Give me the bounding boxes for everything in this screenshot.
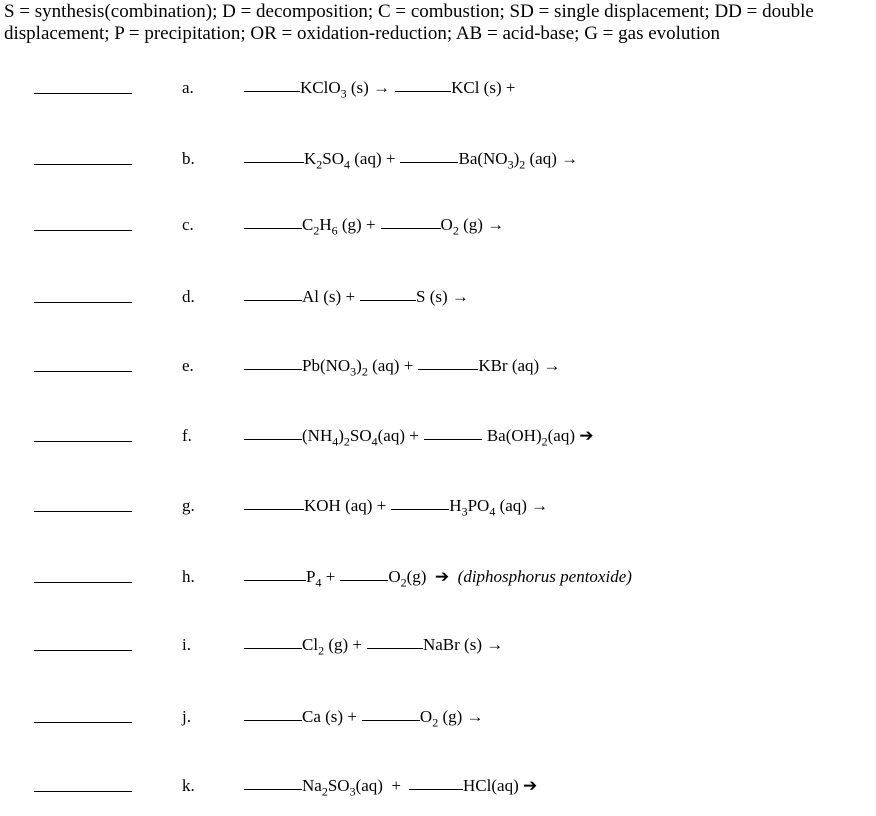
equation [244, 567, 632, 590]
product: KCl (s) + [451, 78, 516, 97]
reaction-type-blank[interactable] [34, 164, 132, 165]
coefficient-blank[interactable] [424, 439, 482, 440]
coefficient-blank[interactable] [244, 648, 302, 649]
coefficient-blank[interactable] [395, 91, 451, 92]
coefficient-blank[interactable] [244, 720, 302, 721]
reactant: KClO$_3$ (s) → [300, 78, 391, 101]
equation [244, 215, 505, 238]
item-letter: i. [182, 635, 191, 654]
reactant: $Na_2SO_3(aq)$ + [302, 776, 402, 799]
equation [244, 356, 561, 379]
reaction-row-c [0, 213, 876, 241]
coefficient-blank[interactable] [244, 789, 302, 790]
reactant: $H_3PO_4$ (aq) → [449, 496, 549, 519]
reaction-type-blank[interactable] [34, 441, 132, 442]
coefficient-blank[interactable] [360, 300, 416, 301]
coefficient-blank[interactable] [244, 162, 304, 163]
reaction-row-b [0, 147, 876, 175]
reactant: S (s) → [416, 287, 469, 306]
reactant: KBr (aq) → [478, 356, 561, 375]
item-letter: e. [182, 356, 194, 375]
coefficient-blank[interactable] [244, 369, 302, 370]
coefficient-blank[interactable] [367, 648, 423, 649]
reactant: $O_2(g)$ ➔ (diphosphorus pentoxide) [388, 567, 632, 590]
equation [244, 149, 579, 172]
reactant: $K_2SO_4$ (aq) + [304, 149, 396, 172]
reactant: KOH (aq) + [304, 496, 387, 515]
coefficient-blank[interactable] [244, 91, 300, 92]
equation [244, 496, 549, 519]
coefficient-blank[interactable] [409, 789, 463, 790]
reaction-type-blank[interactable] [34, 791, 132, 792]
equation [244, 635, 504, 658]
reaction-type-blank[interactable] [34, 511, 132, 512]
reactant: $Ba(OH)_2(aq)$ ➔ [486, 426, 594, 449]
equation [244, 287, 469, 307]
coefficient-blank[interactable] [340, 580, 388, 581]
reaction-type-blank[interactable] [34, 650, 132, 651]
reaction-type-blank[interactable] [34, 582, 132, 583]
reaction-type-blank[interactable] [34, 230, 132, 231]
coefficient-blank[interactable] [244, 580, 306, 581]
reactant: $P_4$ + [306, 567, 336, 590]
reaction-type-blank[interactable] [34, 722, 132, 723]
reaction-row-f [0, 424, 876, 452]
reaction-type-blank[interactable] [34, 302, 132, 303]
equation [244, 78, 516, 101]
equation [244, 426, 594, 449]
reactant: $C_2H_6$ (g) + [302, 215, 376, 238]
reaction-type-blank[interactable] [34, 93, 132, 94]
item-letter: f. [182, 426, 192, 445]
reactant: $(NH_4)_2SO_4(aq)$ + [302, 426, 419, 449]
legend-line-1: S = synthesis(combination); D = decomposition; C = combustion; SD = single displacement; DD = double [4, 1, 814, 22]
item-letter: a. [182, 78, 194, 97]
reaction-row-i [0, 633, 876, 661]
equation [244, 707, 484, 730]
legend-line-2: displacement; P = precipitation; OR = oxidation-reduction; AB = acid-base; G = gas evolution [4, 23, 720, 44]
coefficient-blank[interactable] [400, 162, 458, 163]
reactant: Ca (s) + [302, 707, 357, 726]
reaction-row-a [0, 76, 876, 104]
reaction-row-g [0, 494, 876, 522]
reactant: $O_2$ (g) → [419, 707, 484, 730]
product-name: (diphosphorus pentoxide) [457, 567, 632, 586]
reaction-type-legend [4, 1, 870, 45]
reaction-row-j [0, 705, 876, 733]
reaction-type-blank[interactable] [34, 371, 132, 372]
reactant: NaBr (s) → [422, 635, 504, 654]
coefficient-blank[interactable] [381, 228, 441, 229]
coefficient-blank[interactable] [391, 509, 449, 510]
reactant: HCl(aq) ➔ [463, 776, 538, 795]
reaction-row-h [0, 565, 876, 593]
equation [244, 776, 538, 799]
item-letter: g. [182, 496, 195, 515]
reaction-row-e [0, 354, 876, 382]
reactant: $Pb(NO_3)_2$ (aq) + [302, 356, 414, 379]
coefficient-blank[interactable] [244, 439, 302, 440]
item-letter: b. [182, 149, 195, 168]
item-letter: k. [182, 776, 195, 795]
reactant: $Cl_2$ (g) + [302, 635, 362, 658]
reactant: $Ba(NO_3)_2$ (aq) → [458, 149, 579, 172]
reactant: $O_2$ (g) → [440, 215, 505, 238]
coefficient-blank[interactable] [418, 369, 478, 370]
coefficient-blank[interactable] [244, 228, 302, 229]
coefficient-blank[interactable] [244, 300, 302, 301]
reaction-row-d [0, 285, 876, 313]
coefficient-blank[interactable] [362, 720, 420, 721]
item-letter: h. [182, 567, 195, 586]
reactant: Al (s) + [302, 287, 356, 306]
coefficient-blank[interactable] [244, 509, 304, 510]
item-letter: j. [182, 707, 191, 726]
item-letter: d. [182, 287, 195, 306]
item-letter: c. [182, 215, 194, 234]
reaction-row-k [0, 774, 876, 802]
